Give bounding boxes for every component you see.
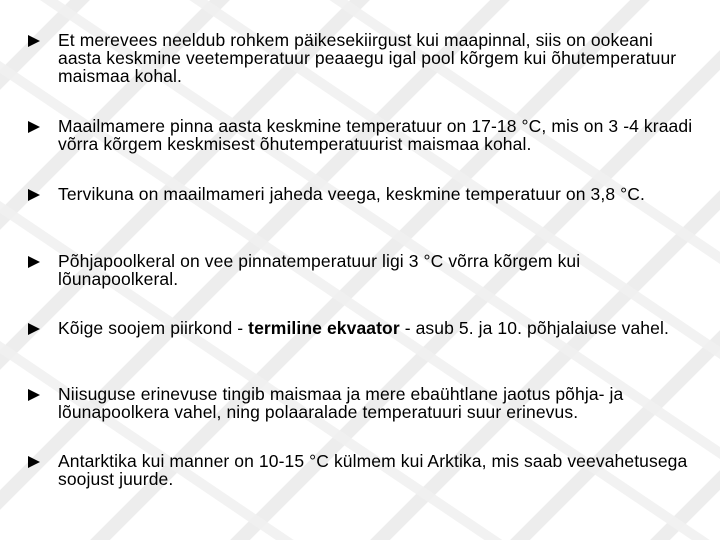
bullet-item-5 [28,319,698,337]
bullet-text: Antarktika kui manner on 10-15 °C külmem kui Arktika, mis saab veevahetusega soojust juurde. [58,451,688,489]
bullet-item-7 [28,452,698,488]
bullet-text [58,319,698,337]
bullet-item-1 [28,31,698,85]
bullet-item-6 [28,385,698,421]
bullet-text: Tervikuna on maailmameri jaheda veega, keskmine temperatuur on 3,8 °C. [58,184,645,204]
bullet-item-2 [28,117,698,153]
bullet-text: Et merevees neeldub rohkem päikesekiirgust kui maapinnal, siis on ookeani aasta keskmine veetemperatuur peaaegu igal pool kõrgem kui õhutemperatuur maismaa kohal. [58,30,677,86]
bullet-text-bold: termiline ekvaator [248,318,400,338]
triangle-bullet-icon [28,35,40,47]
bullet-text: Põhjapoolkeral on vee pinnatemperatuur ligi 3 °C võrra kõrgem kui lõunapoolkeral. [58,251,581,289]
bullet-text-before: Kõige soojem piirkond - [58,318,249,338]
triangle-bullet-icon [28,389,40,401]
bullet-text: Niisuguse erinevuse tingib maismaa ja mere ebaühtlane jaotus põhja- ja lõunapoolkera vahel, ning polaaralade temperatuuri suur erinevus. [58,384,624,422]
bullet-item-3 [28,185,698,203]
triangle-bullet-icon [28,256,40,268]
bullet-text-after: - asub 5. ja 10. põhjalaiuse vahel. [399,318,669,338]
triangle-bullet-icon [28,121,40,133]
triangle-bullet-icon [28,323,40,335]
bullet-item-4 [28,252,698,288]
triangle-bullet-icon [28,456,40,468]
triangle-bullet-icon [28,189,40,201]
bullet-text: Maailmamere pinna aasta keskmine temperatuur on 17-18 °C, mis on 3 -4 kraadi võrra kõrgem keskmisest õhutemperatuurist maismaa kohal. [58,116,693,154]
